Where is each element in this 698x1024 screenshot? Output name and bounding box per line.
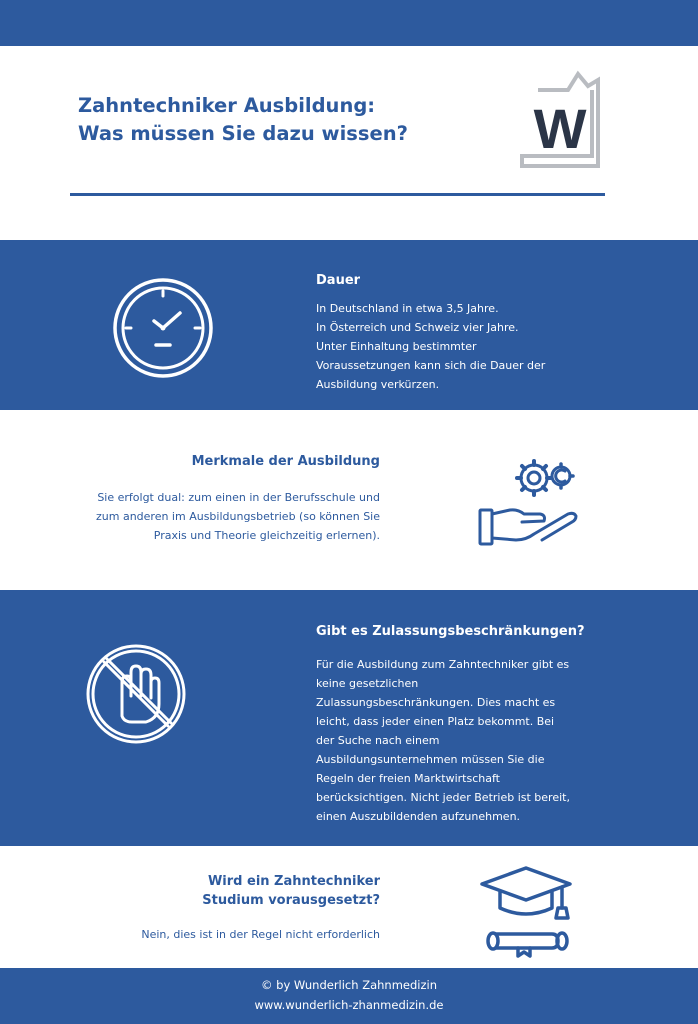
section-text-features: Sie erfolgt dual: zum einen in der Berufsschule und zum anderen im Ausbildungsbetrieb (so können Sie Praxis und Theorie gleichzeitig erlernen). bbox=[96, 491, 380, 542]
section-heading-admission: Gibt es Zulassungsbeschränkungen? bbox=[316, 624, 585, 639]
section-admission bbox=[0, 590, 698, 846]
logo bbox=[516, 70, 608, 170]
graduation-cap-icon bbox=[478, 862, 578, 958]
section-text-duration: In Deutschland in etwa 3,5 Jahre. In Österreich und Schweiz vier Jahre. Unter Einhaltung bestimmter Voraussetzungen kann sich die Dauer der Ausbildung verkürzen. bbox=[316, 302, 546, 391]
top-bar bbox=[0, 0, 698, 46]
section-text-study: Nein, dies ist in der Regel nicht erforderlich bbox=[141, 928, 380, 941]
footer-copyright: © by Wunderlich Zahnmedizin bbox=[260, 978, 437, 992]
logo-letter: W bbox=[533, 97, 587, 160]
no-hand-icon bbox=[84, 642, 188, 746]
footer bbox=[0, 968, 698, 1024]
title-line-2: Was müssen Sie dazu wissen? bbox=[78, 122, 408, 145]
section-text-admission: Für die Ausbildung zum Zahntechniker gibt es keine gesetzlichen Zulassungsbeschränkungen. Dies macht es leicht, dass jeder einen Platz bekommt. Bei der Suche nach einem Ausbildungsunternehmen müssen Sie die Regeln der freien Marktwirtschaft berücksichtigen. Nicht jeder Betrieb ist bereit, einen Auszubildenden aufzunehmen. bbox=[316, 658, 570, 823]
page-title bbox=[78, 92, 478, 148]
footer-website-link[interactable]: www.wunderlich-zhanmedizin.de bbox=[254, 998, 444, 1012]
title-line-1: Zahntechniker Ausbildung: bbox=[78, 94, 376, 117]
section-heading-study: Wird ein Zahntechniker Studium vorausgesetzt? bbox=[202, 874, 380, 908]
section-heading-duration: Dauer bbox=[316, 273, 361, 288]
hand-gears-icon bbox=[476, 452, 586, 552]
clock-icon bbox=[112, 277, 214, 379]
section-duration bbox=[0, 240, 698, 410]
section-heading-features: Merkmale der Ausbildung bbox=[191, 454, 380, 469]
title-divider bbox=[70, 193, 605, 196]
